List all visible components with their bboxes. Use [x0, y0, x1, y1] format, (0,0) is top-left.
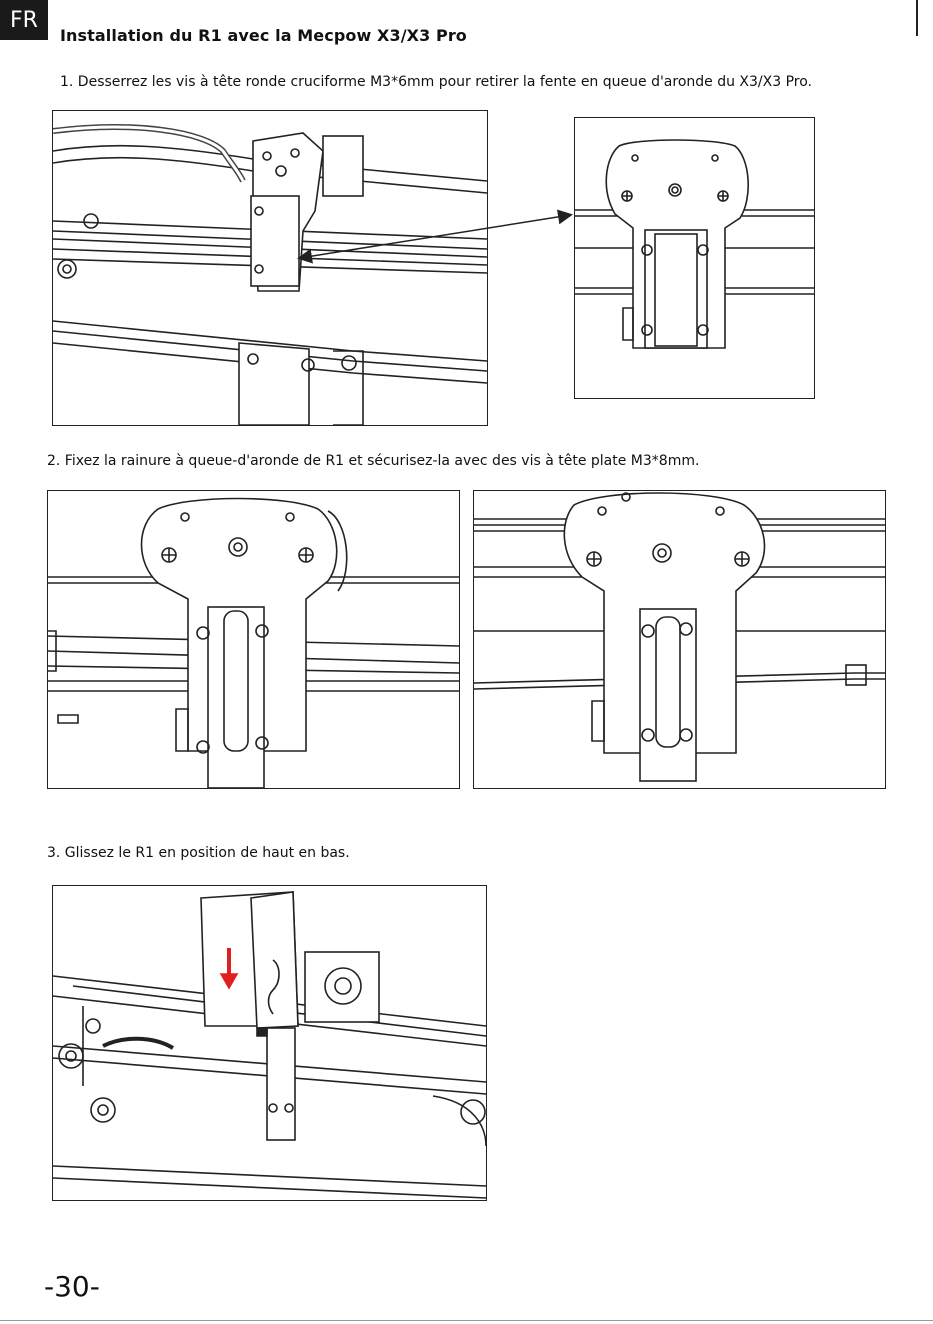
step-2-figure-right	[473, 490, 886, 789]
page-title: Installation du R1 avec la Mecpow X3/X3 Pro	[60, 26, 467, 45]
dovetail-closeup-drawing	[575, 118, 814, 398]
step-1-text: 1. Desserrez les vis à tête ronde cruciforme M3*6mm pour retirer la fente en queue d'aronde du X3/X3 Pro.	[60, 74, 813, 90]
step-2-text: 2. Fixez la rainure à queue-d'aronde de R1 et sécurisez-la avec des vis à tête plate M3*8mm.	[47, 453, 700, 469]
step-2-figure-left	[47, 490, 460, 789]
step-3-text: 3. Glissez le R1 en position de haut en bas.	[47, 845, 350, 861]
r1-mounted-right-drawing	[474, 491, 885, 788]
r1-mounted-left-drawing	[48, 491, 459, 788]
page-number: -30-	[44, 1270, 100, 1303]
step-1-figure-machine	[52, 110, 488, 426]
r1-slide-drawing	[53, 886, 486, 1200]
top-right-rule	[916, 0, 918, 36]
language-badge: FR	[0, 0, 48, 40]
step-3-figure	[52, 885, 487, 1201]
machine-overview-drawing	[53, 111, 487, 425]
bottom-rule	[0, 1320, 933, 1321]
step-1-figure-closeup	[574, 117, 815, 399]
